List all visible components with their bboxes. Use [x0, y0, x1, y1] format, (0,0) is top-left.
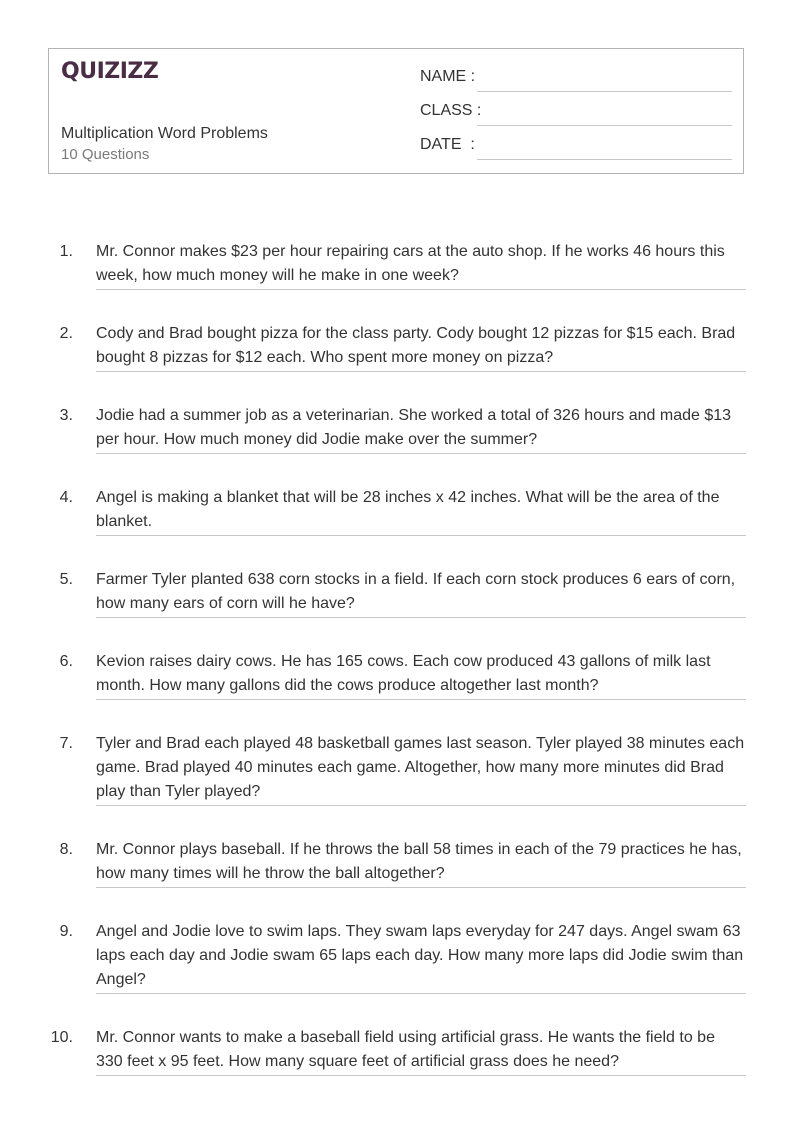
date-field[interactable] — [420, 136, 732, 158]
question-text: Mr. Connor wants to make a baseball field using artificial grass. He wants the field to be 330 feet x 95 feet. How many square feet of artificial grass does he need? — [96, 1026, 746, 1076]
question-item — [48, 920, 746, 994]
question-text: Angel and Jodie love to swim laps. They swam laps everyday for 247 days. Angel swam 63 laps each day and Jodie swam 65 laps each day. How many more laps did Jodie swim than Angel? — [96, 920, 746, 994]
question-number: 2. — [59, 325, 73, 342]
name-label: NAME : — [420, 68, 476, 85]
question-text: Jodie had a summer job as a veterinarian. She worked a total of 326 hours and made $13 per hour. How much money did Jodie make over the summer? — [96, 404, 746, 454]
question-number: 4. — [59, 489, 73, 506]
question-number: 3. — [59, 407, 73, 424]
date-line[interactable] — [477, 159, 732, 160]
question-text: Kevion raises dairy cows. He has 165 cows. Each cow produced 43 gallons of milk last month. How many gallons did the cows produce altogether last month? — [96, 650, 746, 700]
question-number: 7. — [59, 735, 73, 752]
question-item — [48, 732, 746, 806]
question-text: Farmer Tyler planted 638 corn stocks in a field. If each corn stock produces 6 ears of corn, how many ears of corn will he have? — [96, 568, 746, 618]
question-item — [48, 322, 746, 372]
question-number: 9. — [59, 923, 73, 940]
question-number: 6. — [59, 653, 73, 670]
question-item — [48, 650, 746, 700]
class-field[interactable] — [420, 102, 732, 124]
worksheet-header — [48, 48, 744, 174]
class-line[interactable] — [477, 125, 732, 126]
question-text: Cody and Brad bought pizza for the class party. Cody bought 12 pizzas for $15 each. Brad bought 8 pizzas for $12 each. Who spent more money on pizza? — [96, 322, 746, 372]
question-text: Mr. Connor makes $23 per hour repairing cars at the auto shop. If he works 46 hours this week, how much money will he make in one week? — [96, 240, 746, 290]
question-item — [48, 838, 746, 888]
question-text: Angel is making a blanket that will be 28 inches x 42 inches. What will be the area of the blanket. — [96, 486, 746, 536]
question-number: 10. — [50, 1029, 73, 1046]
question-number: 1. — [59, 243, 73, 260]
question-item — [48, 240, 746, 290]
name-field[interactable] — [420, 68, 732, 90]
question-text: Tyler and Brad each played 48 basketball games last season. Tyler played 38 minutes each game. Brad played 40 minutes each game. Altogether, how many more minutes did Brad play than Tyler played? — [96, 732, 746, 806]
quizizz-logo: QUIZIZZ — [61, 59, 159, 84]
class-label: CLASS : — [420, 102, 482, 119]
worksheet-title: Multiplication Word Problems — [61, 125, 268, 142]
question-list — [48, 240, 746, 1076]
question-item — [48, 486, 746, 536]
question-number: 8. — [59, 841, 73, 858]
date-label: DATE : — [420, 136, 475, 153]
question-number: 5. — [59, 571, 73, 588]
name-line[interactable] — [477, 91, 732, 92]
question-item — [48, 568, 746, 618]
question-count: 10 Questions — [61, 146, 150, 163]
question-text: Mr. Connor plays baseball. If he throws the ball 58 times in each of the 79 practices he has, how many times will he throw the ball altogether? — [96, 838, 746, 888]
question-item — [48, 404, 746, 454]
question-item — [48, 1026, 746, 1076]
